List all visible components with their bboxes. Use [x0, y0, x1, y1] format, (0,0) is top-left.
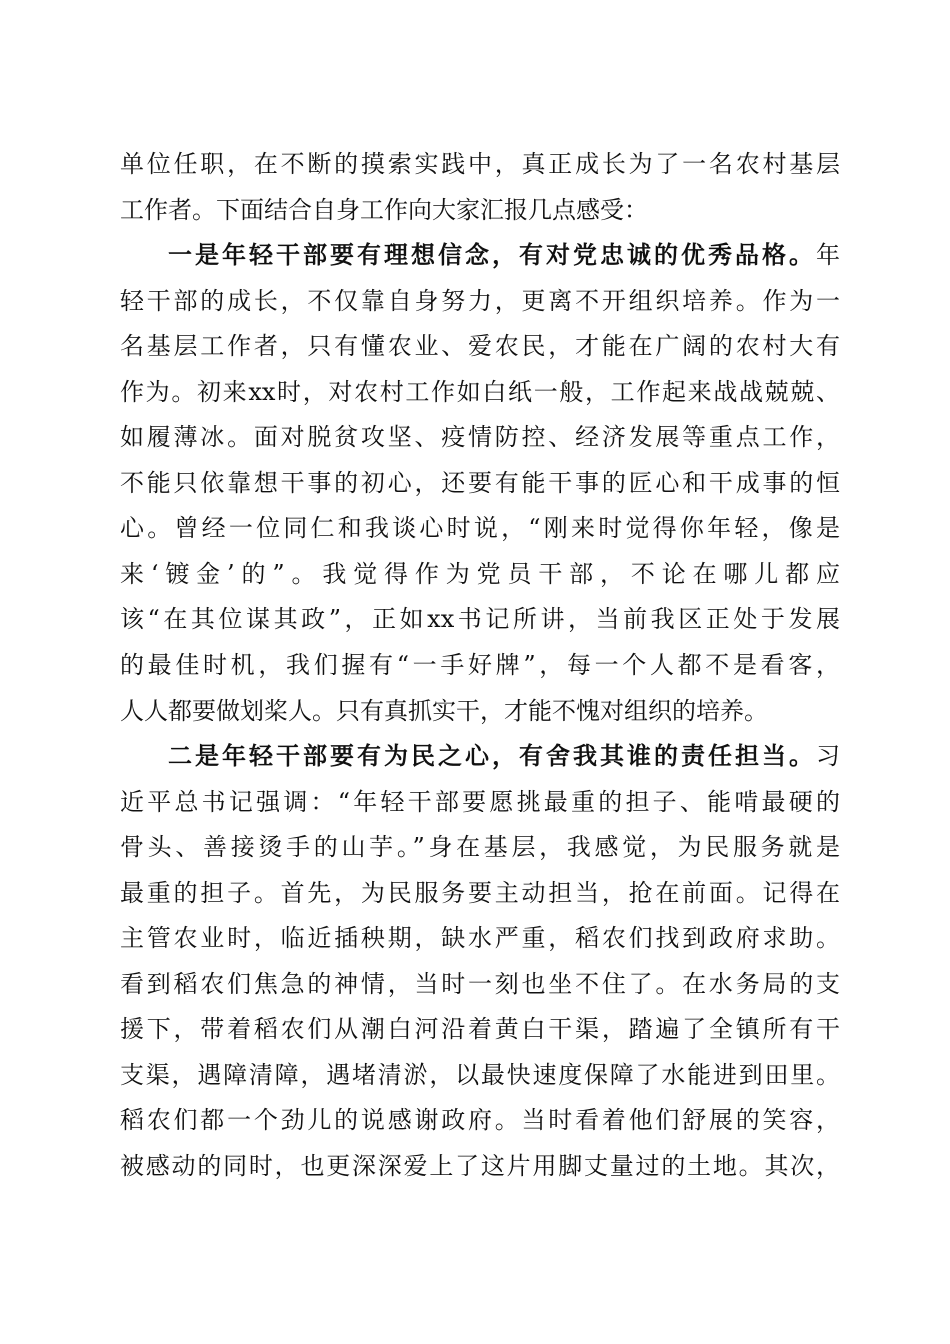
line-text: 习 [816, 742, 840, 771]
text-line [120, 141, 840, 187]
text-line [120, 824, 840, 870]
text-line [120, 596, 840, 642]
text-line [120, 278, 840, 324]
line-text: 的最佳时机，我们握有“一手好牌”，每一个人都不是看客， [120, 651, 840, 680]
line-text: 骨头、善接烫手的山芋。”身在基层，我感觉，为民服务就是 [120, 833, 840, 862]
text-line [120, 187, 840, 233]
paragraph-heading-line [120, 232, 840, 278]
line-text: 轻干部的成长，不仅靠自身努力，更离不开组织培养。作为一 [120, 286, 840, 315]
line-text: 不能只依靠想干事的初心，还要有能干事的匠心和干成事的恒 [120, 468, 840, 497]
text-line [120, 1143, 840, 1189]
line-text: 心。曾经一位同仁和我谈心时说，“刚来时觉得你年轻，像是 [120, 514, 840, 543]
text-line [120, 1052, 840, 1098]
line-text: 名基层工作者，只有懂农业、爱农民，才能在广阔的农村大有 [120, 332, 840, 361]
line-text: 人人都要做划桨人。只有真抓实干，才能不愧对组织的培养。 [120, 696, 768, 725]
text-line [120, 961, 840, 1007]
line-text: 看到稻农们焦急的神情，当时一刻也坐不住了。在水务局的支 [120, 969, 840, 998]
text-line [120, 1006, 840, 1052]
line-text: 年 [816, 241, 840, 270]
line-text: 作为。初来xx时，对农村工作如白纸一般，工作起来战战兢兢、 [120, 377, 840, 406]
text-line [120, 505, 840, 551]
line-text: 援下，带着稻农们从潮白河沿着黄白干渠，踏遍了全镇所有干 [120, 1015, 840, 1044]
line-text: 被感动的同时，也更深深爱上了这片用脚丈量过的土地。其次， [120, 1152, 840, 1181]
line-text: 主管农业时，临近插秧期，缺水严重，稻农们找到政府求助。 [120, 924, 840, 953]
line-text: 稻农们都一个劲儿的说感谢政府。当时看着他们舒展的笑容， [120, 1106, 840, 1135]
paragraph-heading-line [120, 733, 840, 779]
document-body [120, 141, 840, 1189]
text-line [120, 870, 840, 916]
text-line [120, 323, 840, 369]
text-line [120, 369, 840, 415]
line-text: 该“在其位谋其政”，正如xx书记所讲，当前我区正处于发展 [120, 605, 840, 634]
line-text: 如履薄冰。面对脱贫攻坚、疫情防控、经济发展等重点工作， [120, 423, 840, 452]
line-text: 最重的担子。首先，为民服务要主动担当，抢在前面。记得在 [120, 878, 840, 907]
line-text: 支渠，遇障清障，遇堵清淤，以最快速度保障了水能进到田里。 [120, 1060, 840, 1089]
text-line [120, 1097, 840, 1143]
line-text: 工作者。下面结合自身工作向大家汇报几点感受： [120, 195, 648, 224]
text-line [120, 414, 840, 460]
text-line [120, 688, 840, 734]
text-line [120, 642, 840, 688]
text-line [120, 551, 840, 597]
line-text: 近平总书记强调：“年轻干部要愿挑最重的担子、能啃最硬的 [120, 787, 840, 816]
line-text: 来‘镀金’的”。我觉得作为党员干部，不论在哪儿都应 [120, 559, 840, 588]
paragraph-heading: 一是年轻干部要有理想信念，有对党忠诚的优秀品格。 [168, 240, 816, 270]
line-text: 单位任职，在不断的摸索实践中，真正成长为了一名农村基层 [120, 150, 840, 178]
text-line [120, 779, 840, 825]
text-line [120, 915, 840, 961]
text-line [120, 460, 840, 506]
paragraph-heading: 二是年轻干部要有为民之心，有舍我其谁的责任担当。 [168, 741, 816, 771]
